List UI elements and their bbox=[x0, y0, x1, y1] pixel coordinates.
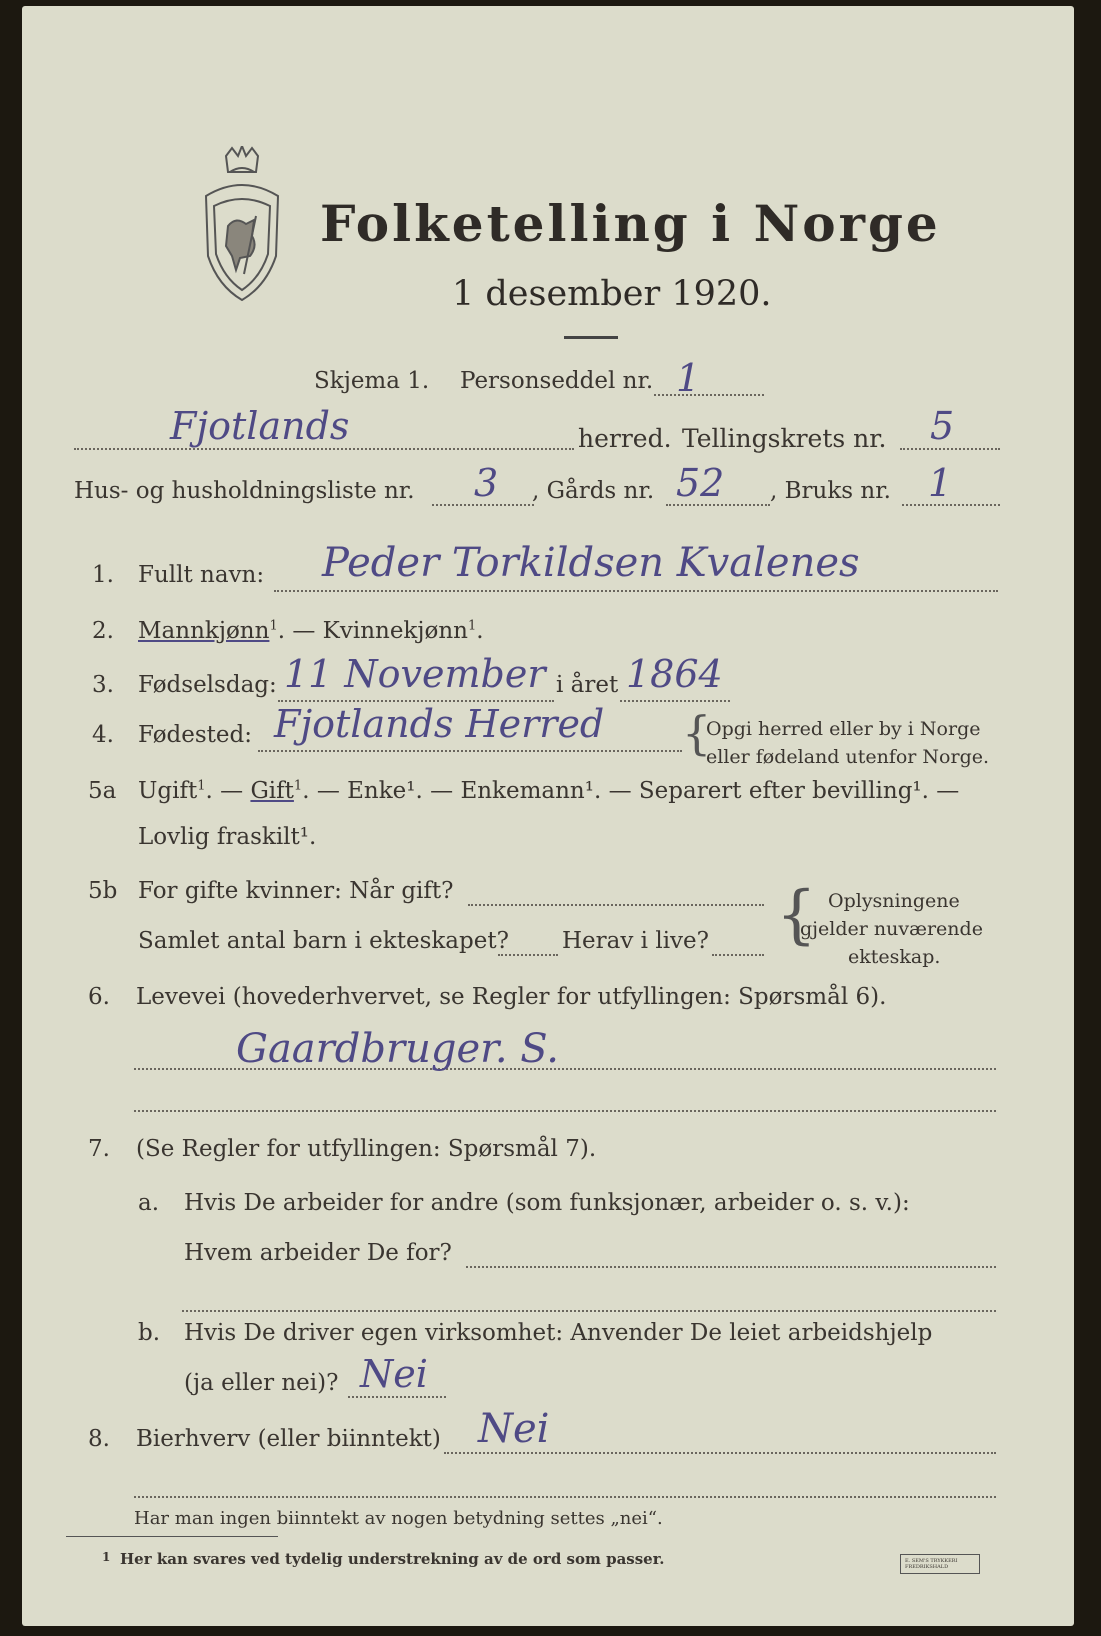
q2-end: . bbox=[476, 618, 484, 644]
birthplace-line bbox=[258, 750, 682, 752]
year-line bbox=[620, 700, 730, 702]
q7a-label-1: Hvis De arbeider for andre (som funksjonær, arbeider o. s. v.): bbox=[184, 1190, 910, 1216]
q5b-note-2: gjelder nuværende bbox=[800, 918, 983, 940]
q4-label: Fødested: bbox=[138, 722, 253, 748]
schema-label: Skjema 1. bbox=[314, 368, 430, 394]
tellingskrets-label: Tellingskrets nr. bbox=[682, 424, 887, 453]
q7-label: (Se Regler for utfyllingen: Spørsmål 7). bbox=[136, 1136, 597, 1162]
q5a-line-2: Lovlig fraskilt¹. bbox=[138, 824, 317, 850]
tellingskrets-value[interactable]: 5 bbox=[930, 404, 955, 448]
hired-help-line bbox=[348, 1396, 446, 1398]
q1-number: 1. bbox=[92, 562, 114, 588]
husholdningsliste-value[interactable]: 3 bbox=[474, 461, 499, 505]
birthday-value[interactable]: 11 November bbox=[284, 652, 546, 696]
birth-year-value[interactable]: 1864 bbox=[626, 652, 723, 696]
gards-value[interactable]: 52 bbox=[676, 461, 725, 505]
gards-label: , Gårds nr. bbox=[532, 478, 655, 504]
personseddel-value[interactable]: 1 bbox=[676, 356, 701, 400]
husholdningsliste-label: Hus- og husholdningsliste nr. bbox=[74, 478, 415, 504]
herred-label: herred. bbox=[578, 424, 672, 453]
occupation-value[interactable]: Gaardbruger. S. bbox=[236, 1026, 559, 1072]
q2-sex-options bbox=[138, 618, 484, 644]
personseddel-label: Personseddel nr. bbox=[460, 368, 654, 394]
q7b-label-1: Hvis De driver egen virksomhet: Anvender De leiet arbeidshjelp bbox=[184, 1320, 933, 1346]
side-income-value[interactable]: Nei bbox=[478, 1406, 550, 1452]
q3-number: 3. bbox=[92, 672, 114, 698]
q4-brace: { bbox=[682, 706, 712, 760]
q5b-label-1: For gifte kvinner: Når gift? bbox=[138, 878, 454, 904]
q6-number: 6. bbox=[88, 984, 110, 1010]
herred-value[interactable]: Fjotlands bbox=[170, 404, 350, 448]
q4-note-2: eller fødeland utenfor Norge. bbox=[706, 746, 990, 768]
q6-label: Levevei (hovederhvervet, se Regler for utfyllingen: Spørsmål 6). bbox=[136, 984, 887, 1010]
q5b-label-3: Herav i live? bbox=[562, 928, 709, 954]
footnote-text: Her kan svares ved tydelig understrekning av de ord som passer. bbox=[120, 1550, 665, 1568]
q1-line bbox=[274, 590, 998, 592]
q8-number: 8. bbox=[88, 1426, 110, 1452]
q2-sup-1: 1 bbox=[269, 618, 278, 634]
tellingskrets-line bbox=[900, 448, 1000, 450]
hired-help-value[interactable]: Nei bbox=[360, 1352, 428, 1396]
form-date: 1 desember 1920. bbox=[452, 274, 772, 314]
footnote-divider bbox=[66, 1536, 278, 1537]
ugift-option[interactable]: Ugift bbox=[138, 778, 198, 804]
children-alive-line bbox=[712, 954, 764, 956]
form-title: Folketelling i Norge bbox=[320, 194, 941, 253]
q5b-note-3: ekteskap. bbox=[848, 946, 941, 968]
q7a-label-2: Hvem arbeider De for? bbox=[184, 1240, 452, 1266]
herred-line bbox=[74, 448, 574, 450]
q5a-rest-options: — Enke¹. — Enkemann¹. — Separert efter bevilling¹. — bbox=[316, 778, 960, 804]
kvinnekjonn-option[interactable]: Kvinnekjønn bbox=[322, 618, 468, 644]
mannkjonn-option[interactable]: Mannkjønn bbox=[138, 618, 270, 644]
bruks-value[interactable]: 1 bbox=[928, 461, 953, 505]
q7b-number: b. bbox=[138, 1320, 161, 1346]
q5b-note-1: Oplysningene bbox=[828, 890, 960, 912]
bruks-label: , Bruks nr. bbox=[770, 478, 891, 504]
side-income-line-2 bbox=[134, 1496, 996, 1498]
q5b-label-2: Samlet antal barn i ekteskapet? bbox=[138, 928, 509, 954]
coat-of-arms-logo bbox=[196, 146, 288, 302]
q5b-brace: { bbox=[776, 878, 817, 952]
title-divider bbox=[564, 336, 618, 339]
q5a-number: 5a bbox=[88, 778, 117, 804]
q4-number: 4. bbox=[92, 722, 114, 748]
census-form-sheet bbox=[22, 6, 1074, 1626]
q4-note-1: Opgi herred eller by i Norge bbox=[706, 718, 981, 740]
q2-separator: . — bbox=[277, 618, 323, 644]
full-name-value[interactable]: Peder Torkildsen Kvalenes bbox=[322, 540, 860, 586]
footnote-mark: 1 bbox=[102, 1550, 111, 1564]
q7a-number: a. bbox=[138, 1190, 160, 1216]
occupation-line-2 bbox=[134, 1110, 996, 1112]
q7b-label-2: (ja eller nei)? bbox=[184, 1370, 339, 1396]
q8-label: Bierhverv (eller biinntekt) bbox=[136, 1426, 441, 1452]
employer-line-1 bbox=[466, 1266, 996, 1268]
gift-option[interactable]: Gift bbox=[250, 778, 294, 804]
q2-number: 2. bbox=[92, 618, 114, 644]
q8-note: Har man ingen biinntekt av nogen betydning settes „nei“. bbox=[134, 1508, 663, 1529]
q2-sup-2: 1 bbox=[467, 618, 477, 634]
q1-label: Fullt navn: bbox=[138, 562, 265, 588]
birthplace-value[interactable]: Fjotlands Herred bbox=[274, 702, 605, 746]
printer-stamp: E. SEM'S TRYKKERI FREDRIKSHALD bbox=[900, 1554, 980, 1574]
children-count-line bbox=[498, 954, 558, 956]
side-income-line-1 bbox=[444, 1452, 996, 1454]
married-when-line bbox=[468, 904, 764, 906]
q3-label: Fødselsdag: bbox=[138, 672, 277, 698]
q5b-number: 5b bbox=[88, 878, 118, 904]
year-label: i året bbox=[556, 672, 619, 698]
q7-number: 7. bbox=[88, 1136, 110, 1162]
q5a-line-1: Ugift$^1$. — Gift$^1$. — Enke¹. — Enkemann¹. — Separert efter bevilling¹. — bbox=[138, 778, 960, 804]
personseddel-line bbox=[654, 394, 764, 396]
employer-line-2 bbox=[182, 1310, 996, 1312]
